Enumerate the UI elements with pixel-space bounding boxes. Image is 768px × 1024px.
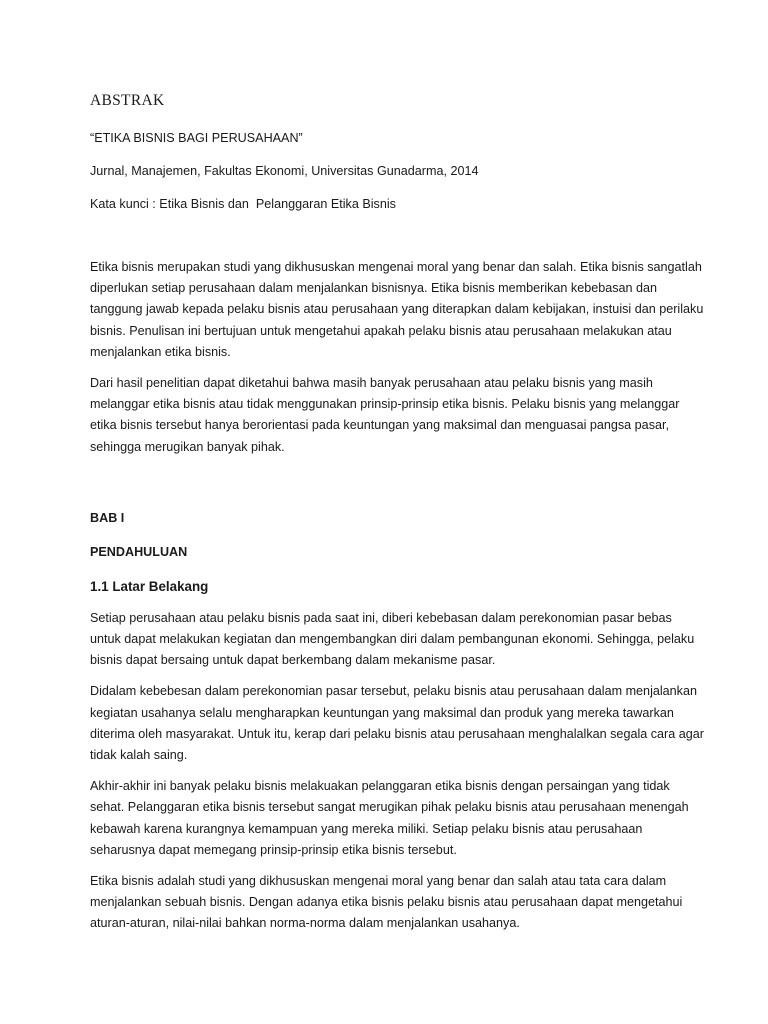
body-paragraph: Akhir-akhir ini banyak pelaku bisnis melakuakan pelanggaran etika bisnis dengan persaingan yang tidak sehat. Pelanggaran etika bisnis tersebut sangat merugikan pihak pelaku bisnis atau perusahaan menengah kebawah karena kurangnya kemampuan yang mereka miliki. Setiap pelaku bisnis atau perusahaan seharusnya dapat memegang prinsip-prinsip etika bisnis tersebut. (90, 779, 689, 857)
body-paragraph: Setiap perusahaan atau pelaku bisnis pada saat ini, diberi kebebasan dalam perekonomian pasar bebas untuk dapat melakukan kegiatan dan mengembangkan diri dalam pembangunan ekonomi. Sehingga, pelaku bisnis dapat bersaing untuk dapat berkembang dalam mekanisme pasar. (90, 610, 695, 668)
section-heading: 1.1 Latar Belakang (90, 578, 209, 594)
chapter-title: PENDAHULUAN (90, 544, 188, 559)
keywords: Kata kunci : Etika Bisnis dan Pelanggaran Etika Bisnis (90, 197, 396, 211)
document-page (90, 92, 705, 945)
abstract-paragraph: Dari hasil penelitian dapat diketahui bahwa masih banyak perusahaan atau pelaku bisnis yang masih melanggar etika bisnis atau tidak menggunakan prinsip-prinsip etika bisnis. Pelaku bisnis yang melanggar etika bisnis tersebut hanya berorientasi pada keuntungan yang maksimal dan menguasai pangsa pasar, sehingga merugikan banyak pihak. (90, 376, 680, 454)
chapter-label: BAB I (90, 510, 125, 525)
journal-info: Jurnal, Manajemen, Fakultas Ekonomi, Universitas Gunadarma, 2014 (90, 164, 479, 178)
spacer (90, 227, 705, 257)
abstract-paragraph: Etika bisnis merupakan studi yang dikhususkan mengenai moral yang benar dan salah. Etika bisnis sangatlah diperlukan setiap perusahaan dalam menjalankan bisnisnya. Etika bisnis memberikan kebebasan dan tanggung jawab kepada pelaku bisnis atau perusahaan yang diterapkan dalam kebijakan, instuisi dan perilaku bisnis. Penulisan ini bertujuan untuk mengetahui apakah pelaku bisnis atau perusahaan melakukan atau menjalankan etika bisnis. (90, 260, 704, 359)
document-title: “ETIKA BISNIS BAGI PERUSAHAAN” (90, 131, 303, 145)
abstract-heading: ABSTRAK (90, 92, 165, 109)
body-paragraph: Etika bisnis adalah studi yang dikhususkan mengenai moral yang benar dan salah atau tata cara dalam menjalankan sebuah bisnis. Dengan adanya etika bisnis pelaku bisnis atau perusahaan dapat mengetahui aturan-aturan, nilai-nilai bahkan norma-norma dalam menjalankan usahanya. (90, 874, 683, 931)
spacer (90, 468, 705, 508)
body-paragraph: Didalam kebebesan dalam perekonomian pasar tersebut, pelaku bisnis atau perusahaan dalam menjalankan kegiatan usahanya selalu mengharapkan keuntungan yang maksimal dan produk yang mereka tawarkan diterima oleh masyarakat. Untuk itu, kerap dari pelaku bisnis atau perusahaan menghalalkan segala cara agar tidak kalah saing. (90, 684, 704, 763)
